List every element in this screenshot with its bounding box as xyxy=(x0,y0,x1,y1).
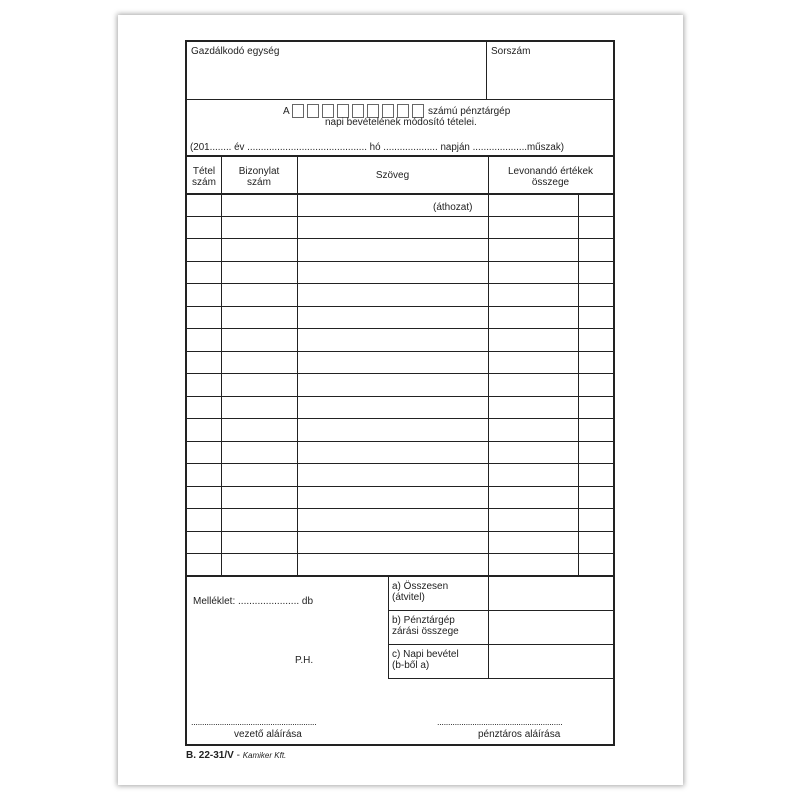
table-row xyxy=(187,238,613,239)
company-label: Gazdálkodó egység xyxy=(191,46,280,57)
summary-row-line xyxy=(388,610,613,611)
table-row xyxy=(187,418,613,419)
publisher-name: Kamiker Kft. xyxy=(242,751,287,760)
table-row xyxy=(187,328,613,329)
serial-label: Sorszám xyxy=(491,46,531,57)
summary-register-close-label: b) Pénztárgép zárási összege xyxy=(392,615,459,637)
cash-register-form xyxy=(185,40,615,746)
col-header-deductible-amounts: Levonandó értékek összege xyxy=(507,166,594,188)
col-header-document-no: Bizonylat szám xyxy=(238,166,280,188)
table-row xyxy=(187,216,613,217)
table-row xyxy=(187,553,613,554)
table-row xyxy=(187,463,613,464)
col-divider-fraction xyxy=(578,194,579,575)
summary-divider-left xyxy=(388,577,389,678)
carry-in-label: (áthozat) xyxy=(433,202,473,213)
table-row xyxy=(187,351,613,352)
summary-row-line xyxy=(388,644,613,645)
table-row xyxy=(187,531,613,532)
table-row xyxy=(187,486,613,487)
table-row xyxy=(187,441,613,442)
form-code: B. 22-31/V xyxy=(186,750,234,761)
summary-row-line xyxy=(388,678,613,679)
col-header-text: Szöveg xyxy=(375,170,410,181)
register-suffix: számú pénztárgép xyxy=(428,106,511,117)
cashier-signature-line[interactable]: ......................................................... xyxy=(437,717,563,727)
summary-total-label: a) Összesen (átvitel) xyxy=(392,581,449,603)
table-row xyxy=(187,508,613,509)
header-line xyxy=(187,99,613,100)
column-header-border xyxy=(187,193,613,195)
cashier-signature-label: pénztáros aláírása xyxy=(478,729,561,740)
summary-daily-income-label: c) Napi bevétel (b-ből a) xyxy=(392,649,459,671)
summary-divider-right xyxy=(488,577,489,678)
table-row xyxy=(187,306,613,307)
table-row xyxy=(187,373,613,374)
table-row xyxy=(187,261,613,262)
leader-signature-label: vezető aláírása xyxy=(234,729,302,740)
table-row xyxy=(187,396,613,397)
leader-signature-line[interactable]: ......................................................... xyxy=(191,717,317,727)
col-header-item-no: Tétel szám xyxy=(192,166,216,188)
col-divider-2 xyxy=(297,156,298,575)
table-bottom-border xyxy=(187,575,613,577)
register-subtitle: napi bevételének módosító tételei. xyxy=(325,117,477,128)
col-divider-3 xyxy=(488,156,489,575)
stamp-placeholder: P.H. xyxy=(295,655,314,666)
table-row xyxy=(187,283,613,284)
attachment-count[interactable]: Melléklet: ...................... db xyxy=(193,596,314,607)
date-line-border xyxy=(187,155,613,157)
footer-dash: - xyxy=(233,750,243,761)
header-divider xyxy=(486,42,487,99)
date-line[interactable]: (201........ év ............................................ hó .................... napján ....................műszak) xyxy=(190,142,565,153)
form-footer xyxy=(186,750,286,761)
register-prefix: A xyxy=(283,106,290,117)
col-divider-1 xyxy=(221,156,222,575)
